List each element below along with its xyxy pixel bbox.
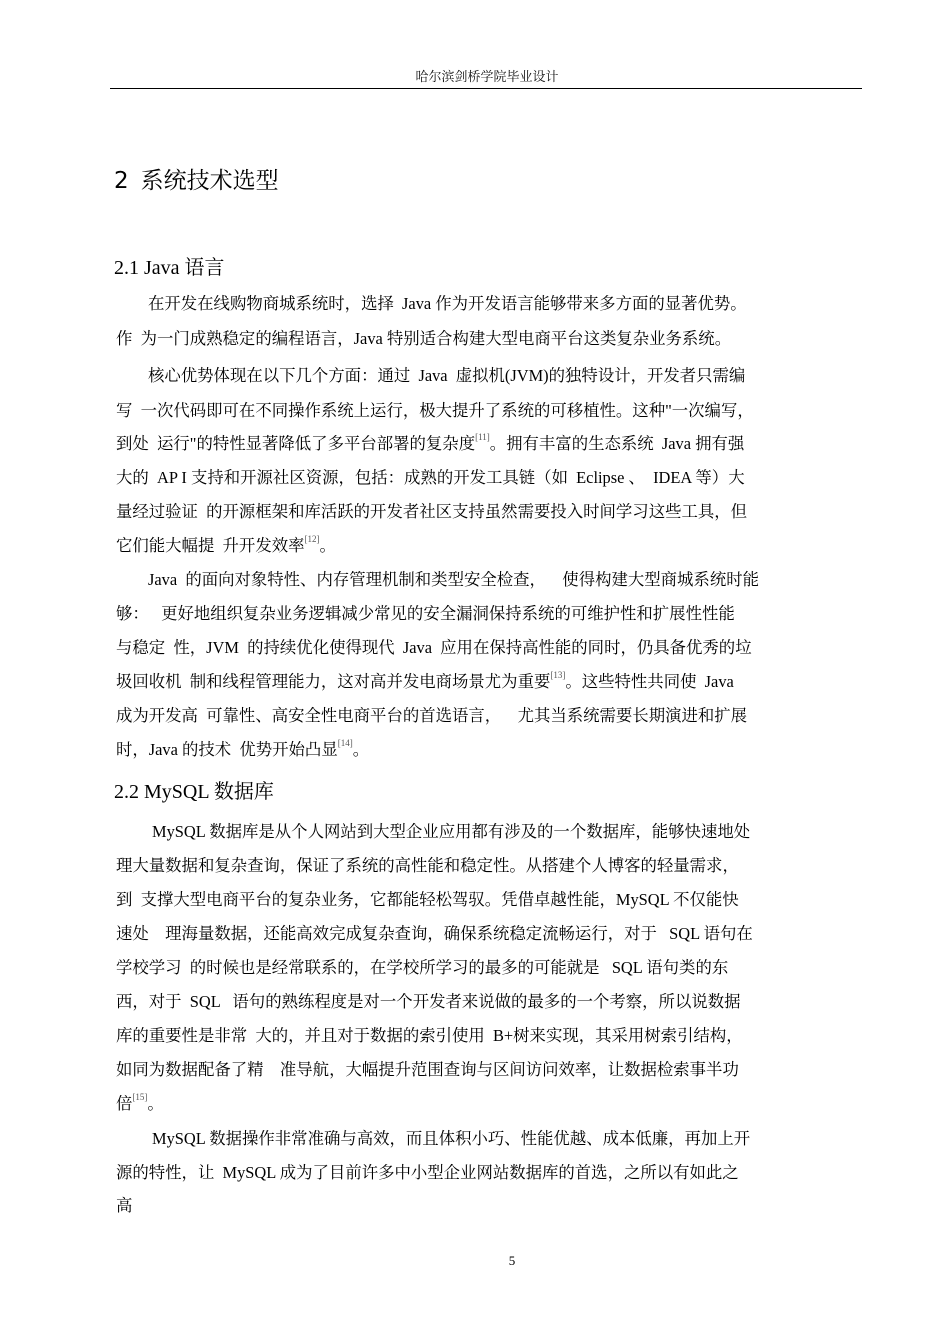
chapter-title — [114, 162, 279, 195]
paragraph-line: 高 — [116, 1196, 133, 1215]
paragraph-line: 到 支撑大型电商平台的复杂业务，它都能轻松驾驭。凭借卓越性能，MySQL 不仅能快 — [116, 890, 739, 909]
page-number: 5 — [508, 1253, 516, 1268]
section-title-cjk: 语言 — [184, 255, 225, 279]
paragraph-line: 写 一次代码即可在不同操作系统上运行，极大提升了系统的可移植性。这种"一次编写， — [116, 401, 754, 420]
citation-ref: [15] — [132, 1092, 148, 1102]
citation-ref: [12] — [304, 534, 320, 544]
line-text: 到处 运行"的特性显著降低了多平台部署的复杂度 — [116, 434, 476, 453]
section-title-latin: Java — [144, 257, 180, 279]
citation-ref: [13] — [550, 670, 566, 680]
paragraph-line: 西，对于 SQL 语句的熟练程度是对一个开发者来说做的最多的一个考察，所以说数据 — [116, 992, 741, 1011]
line-text: 倍 — [116, 1094, 133, 1113]
line-text: 。 — [319, 536, 336, 555]
paragraph-line: 作 为一门成熟稳定的编程语言，Java 特别适合构建大型电商平台这类复杂业务系统。 — [116, 329, 732, 348]
paragraph-line: 大的 AP I 支持和开源社区资源，包括：成熟的开发工具链（如 Eclipse 、 IDEA 等）大 — [116, 468, 745, 487]
paragraph-line: 与稳定 性，JVM 的持续优化使得现代 Java 应用在保持高性能的同时，仍具备优秀的垃 — [116, 638, 752, 657]
running-header: 哈尔滨剑桥学院毕业设计 — [415, 70, 559, 85]
line-text: 圾回收机 制和线程管理能力，这对高并发电商场景尤为重要 — [116, 672, 551, 691]
section-title-java — [114, 251, 225, 280]
header-rule — [110, 88, 862, 89]
line-text: 时，Java 的技术 优势开始凸显 — [116, 740, 338, 759]
paragraph-line — [116, 1094, 876, 1114]
section-title-latin: MySQL — [144, 781, 209, 803]
paragraph-line: 学校学习 的时候也是经常联系的，在学校所学习的最多的可能就是 SQL 语句类的东 — [116, 958, 729, 977]
paragraph-line: 库的重要性是非常 大的，并且对于数据的索引使用 B+树来实现，其采用树索引结构， — [116, 1026, 743, 1045]
line-text: 。这些特性共同使 Java — [565, 672, 734, 691]
paragraph-line — [116, 740, 876, 760]
paragraph-line: 理大量数据和复杂查询，保证了系统的高性能和稳定性。从搭建个人博客的轻量需求， — [116, 856, 739, 875]
line-text: 。 — [147, 1094, 164, 1113]
line-text: 。 — [352, 740, 370, 759]
paragraph-line — [116, 672, 876, 692]
paragraph-line: 源的特性，让 MySQL 成为了目前许多中小型企业网站数据库的首选，之所以有如此之 — [116, 1163, 739, 1182]
paragraph-line: 在开发在线购物商城系统时，选择 Java 作为开发语言能够带来多方面的显著优势。 — [148, 294, 747, 313]
chapter-title-text: 系统技术选型 — [140, 168, 279, 194]
paragraph-line: 如同为数据配备了精 准导航，大幅提升范围查询与区间访问效率，让数据检索事半功 — [116, 1060, 739, 1079]
citation-ref: [11] — [475, 432, 490, 442]
paragraph-line: 核心优势体现在以下几个方面：通过 Java 虚拟机(JVM)的独特设计，开发者只需编 — [148, 366, 746, 385]
section-title-mysql — [114, 775, 274, 804]
paragraph-line: Java 的面向对象特性、内存管理机制和类型安全检查， 使得构建大型商城系统时能 — [148, 570, 759, 589]
paragraph-line: 够： 更好地组织复杂业务逻辑减少常见的安全漏洞保持系统的可维护性和扩展性性能 — [116, 604, 735, 623]
paragraph-line: 量经过验证 的开源框架和库活跃的开发者社区支持虽然需要投入时间学习这些工具，但 — [116, 502, 748, 521]
paragraph-line: 速处 理海量数据，还能高效完成复杂查询，确保系统稳定流畅运行，对于 SQL 语句在 — [116, 924, 753, 943]
chapter-number: 2 — [114, 168, 129, 194]
paragraph-line: MySQL 数据操作非常准确与高效，而且体积小巧、性能优越、成本低廉，再加上开 — [152, 1129, 751, 1148]
paragraph-line: MySQL 数据库是从个人网站到大型企业应用都有涉及的一个数据库，能够快速地处 — [152, 822, 751, 841]
paragraph-line — [116, 434, 876, 454]
paragraph-line: 成为开发高 可靠性、高安全性电商平台的首选语言， 尤其当系统需要长期演进和扩展 — [116, 706, 748, 725]
paragraph-line — [116, 536, 876, 556]
section-title-cjk: 数据库 — [213, 779, 274, 803]
line-text: 它们能大幅提 升开发效率 — [116, 536, 305, 555]
section-number: 2.2 — [114, 781, 139, 803]
section-number: 2.1 — [114, 257, 139, 279]
citation-ref: [14] — [337, 738, 353, 748]
line-text: 。拥有丰富的生态系统 Java 拥有强 — [489, 434, 745, 453]
